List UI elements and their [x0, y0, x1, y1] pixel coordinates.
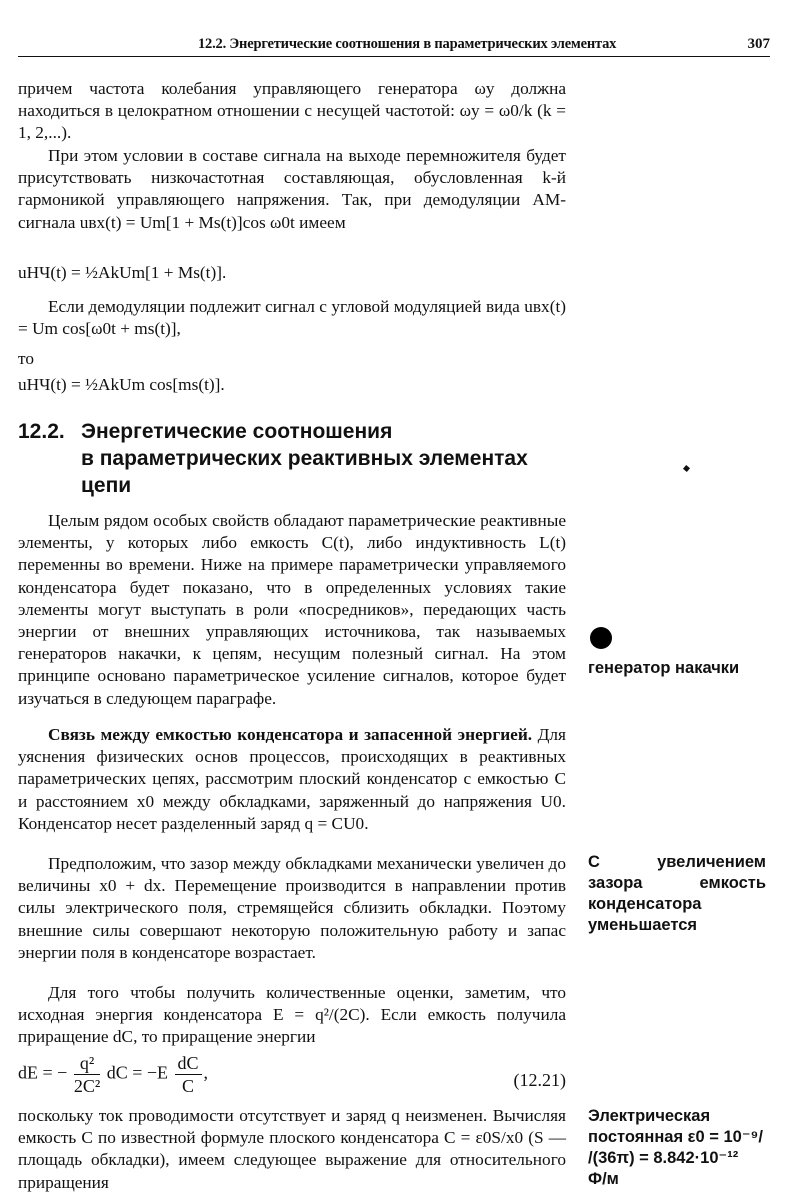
- eq3-mid: dC = −E: [106, 1062, 169, 1083]
- margin-note-3-line-1: Электрическая постоянная ε0 = 10⁻⁹/: [588, 1107, 763, 1146]
- paragraph-9-text: поскольку ток проводимости отсутствует и заряд q неизменен. Вычисляя емкость C по известной формуле плоского конденсатора C = ε0S/x0 (S — площадь обкладки), имеем следующее выражение для относительного приращения: [18, 1106, 566, 1192]
- paragraph-4: [18, 348, 566, 370]
- paragraph-1-text: причем частота колебания управляющего генератора ωу должна находиться в целократном отношении с несущей частотой: ωу = ω0/k (k = 1, 2,...).: [18, 79, 566, 143]
- running-header: [18, 26, 770, 57]
- paragraph-6-lead: Связь между емкостью конденсатора и запасенной энергией.: [48, 725, 533, 744]
- paragraph-8: [18, 982, 566, 1049]
- paragraph-1: [18, 78, 566, 145]
- paragraph-4-text: то: [18, 349, 34, 368]
- paragraph-2-text: При этом условии в составе сигнала на выходе перемножителя будет присутствовать низкочастотная составляющая, обусловленная k-й гармоникой управляющего напряжения. Так, при демодуляции АМ-сигнала uвх(t) = Um[1 + Ms(t)]cos ω0t имеем: [18, 146, 566, 232]
- equation-number: (12.21): [513, 1070, 566, 1090]
- equation-12-21-expr: [18, 1052, 208, 1097]
- paragraph-6-body: Для уяснения физических основ процессов, происходящих в реактивных параметрических цепях, рассмотрим плоский конденсатор с емкостью C и расстоянием x0 между обкладками, заряженный до напряжения U0. Конденсатор несет разделенный заряд q = CU0.: [18, 725, 566, 833]
- paragraph-6: [18, 724, 566, 835]
- equation-1: [18, 262, 566, 284]
- paragraph-7-text: Предположим, что зазор между обкладками механически увеличен до величины x0 + dx. Перемещение производится в направлении против силы электрического поля, стремящейся сблизить обкладки. Поэтому внешние силы совершают некоторую положительную работу и запас энергии поля в конденсаторе возрастает.: [18, 854, 566, 962]
- paragraph-5: [18, 510, 566, 710]
- page-number: 307: [747, 36, 770, 52]
- eq3-fraction-1: [74, 1052, 100, 1097]
- eq3-frac1-num: q²: [74, 1052, 100, 1075]
- paragraph-3: [18, 296, 566, 340]
- paragraph-6-text: [18, 724, 566, 835]
- eq3-tail: ,: [203, 1062, 209, 1083]
- equation-12-21: [18, 1052, 566, 1100]
- section-title-line-3: цепи: [81, 474, 132, 497]
- paragraph-3-text: Если демодуляции подлежит сигнал с угловой модуляцией вида uвх(t) = Um cos[ω0t + ms(t)],: [18, 297, 566, 339]
- eq3-lhs: dE = −: [18, 1062, 68, 1083]
- margin-note-3: [588, 1106, 788, 1190]
- equation-2-text: uНЧ(t) = ½AkUm cos[ms(t)].: [18, 375, 225, 394]
- paragraph-8-text: Для того чтобы получить количественные оценки, заметим, что исходная энергия конденсатора E = q²/(2C). Если емкость получила приращение dC, то приращение энергии: [18, 983, 566, 1047]
- paragraph-9: [18, 1105, 566, 1194]
- margin-note-3-line-3: Ф/м: [588, 1170, 619, 1188]
- section-title-line-2: в параметрических реактивных элементах: [81, 447, 528, 470]
- paragraph-7: [18, 853, 566, 964]
- margin-note-2: [588, 852, 766, 936]
- print-speck: [683, 465, 690, 472]
- margin-bullet: [590, 627, 612, 649]
- equation-1-text: uНЧ(t) = ½AkUm[1 + Ms(t)].: [18, 263, 227, 282]
- eq3-frac1-den: 2C²: [73, 1076, 101, 1096]
- margin-note-1-text: генератор накачки: [588, 659, 740, 677]
- margin-note-3-line-2: /(36π) = 8.842·10⁻¹²: [588, 1149, 739, 1167]
- paragraph-5-text: Целым рядом особых свойств обладают параметрические реактивные элементы, у которых либо емкость C(t), либо индуктивность L(t) переменны во времени. Ниже на примере параметрически управляемого конденсатора будет показано, что в определенных условиях такие элементы могут выступать в роли «посредников», передающих часть энергии от внешних управляющих источникова, так называемых генераторов накачки, к цепям, несущим полезный сигнал. На этом принципе основано параметрическое усиление сигналов, которое будет изучаться в следующем параграфе.: [18, 511, 566, 708]
- eq3-fraction-2: [175, 1052, 202, 1097]
- paragraph-2: [18, 145, 566, 234]
- section-title-line-1: Энергетические соотношения: [81, 420, 393, 443]
- eq3-frac2-den: C: [182, 1076, 195, 1096]
- margin-note-2-text: С увеличением зазора емкость конденсатора уменьшается: [588, 853, 766, 934]
- running-title: 12.2. Энергетические соотношения в параметрических элементах: [198, 36, 617, 52]
- eq3-frac2-num: dC: [175, 1052, 202, 1075]
- equation-2: [18, 374, 566, 396]
- section-number: 12.2.: [18, 420, 65, 443]
- margin-note-1: [588, 658, 788, 679]
- section-heading: [18, 418, 566, 499]
